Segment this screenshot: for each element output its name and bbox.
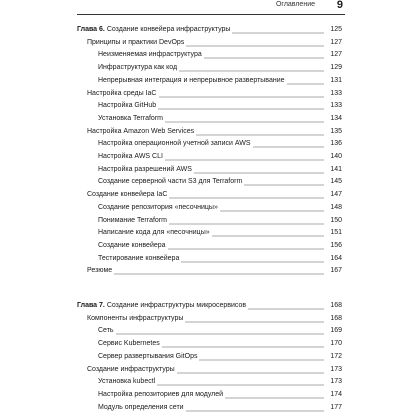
toc-section [0, 127, 420, 137]
entry-page-number: 169 [330, 327, 342, 335]
entry-title: Установка kubectl [98, 378, 156, 386]
toc-subsection [0, 228, 420, 238]
dot-leader [287, 78, 324, 85]
toc-subsection [0, 216, 420, 226]
dot-leader [199, 354, 324, 361]
entry-title: Создание репозитория «песочницы» [98, 203, 218, 211]
dot-leader [179, 65, 324, 72]
page-header [77, 0, 345, 15]
dot-leader [165, 116, 324, 123]
entry-title: Принципы и практики DevOps [87, 38, 185, 46]
chapter-label: Глава 6. [77, 26, 105, 33]
toc-chapter [0, 301, 420, 311]
toc-section [0, 314, 420, 324]
toc-subsection [0, 76, 420, 86]
toc-subsection [0, 352, 420, 362]
entry-page-number: 173 [330, 365, 342, 373]
dot-leader [181, 256, 324, 263]
entry-page-number: 129 [330, 64, 342, 72]
entry-page-number: 131 [330, 76, 342, 84]
entry-title: Настройка разрешений AWS [98, 165, 192, 173]
entry-page-number: 170 [330, 340, 342, 348]
entry-title: Компоненты инфраструктуры [87, 314, 184, 322]
toc-subsection [0, 50, 420, 60]
dot-leader [159, 91, 325, 98]
dot-leader [114, 268, 324, 275]
entry-page-number: 168 [330, 302, 342, 309]
toc-section [0, 38, 420, 48]
toc-subsection [0, 203, 420, 213]
dot-leader [225, 392, 324, 399]
dot-leader [186, 405, 324, 412]
dot-leader [248, 303, 324, 310]
toc-subsection [0, 339, 420, 349]
toc-subsection [0, 165, 420, 175]
dot-leader [158, 103, 324, 110]
entry-page-number: 148 [330, 203, 342, 211]
entry-title: Неизменяемая инфраструктура [98, 51, 202, 59]
entry-title: Настройка операционной учетной записи AWS [98, 140, 251, 148]
dot-leader [212, 230, 324, 237]
entry-title: Создание конвейера IaC [87, 191, 168, 199]
entry-page-number: 177 [330, 403, 342, 411]
entry-page-number: 145 [330, 178, 342, 186]
chapter-heading [77, 301, 246, 311]
toc-chapter [0, 25, 420, 35]
toc-subsection [0, 177, 420, 187]
dot-leader [186, 40, 324, 47]
dot-leader [220, 205, 324, 212]
entry-page-number: 140 [330, 153, 342, 160]
entry-page-number: 150 [330, 216, 342, 224]
dot-leader [204, 52, 324, 59]
entry-title: Настройка среды IaC [87, 89, 157, 97]
dot-leader [162, 341, 324, 348]
dot-leader [165, 154, 324, 161]
entry-page-number: 133 [330, 89, 342, 97]
toc-subsection [0, 101, 420, 111]
entry-title: Создание инфраструктуры [87, 365, 175, 373]
entry-page-number: 151 [330, 229, 342, 237]
entry-page-number: 173 [330, 378, 342, 386]
toc-subsection [0, 152, 420, 162]
dot-leader [116, 328, 324, 335]
chapter-label: Глава 7. [77, 302, 105, 309]
toc-subsection [0, 326, 420, 336]
entry-title: Сервис Kubernetes [98, 340, 160, 348]
entry-page-number: 167 [330, 267, 342, 275]
toc-section [0, 266, 420, 276]
dot-leader [253, 141, 324, 148]
entry-title: Резюме [87, 267, 113, 275]
dot-leader [185, 316, 324, 323]
entry-title: Написание кода для «песочницы» [98, 229, 210, 237]
entry-title: Понимание Terraform [98, 216, 167, 224]
chapter-title: Создание конвейера инфраструктуры [106, 26, 231, 33]
toc-subsection [0, 139, 420, 149]
toc-subsection [0, 254, 420, 264]
toc-subsection [0, 390, 420, 400]
chapter-heading [77, 25, 230, 35]
entry-title: Настройка Amazon Web Services [87, 127, 195, 135]
entry-title: Тестирование конвейера [98, 254, 180, 262]
dot-leader [168, 243, 324, 250]
entry-page-number: 135 [330, 127, 342, 135]
toc-subsection [0, 377, 420, 387]
entry-title: Настройка GitHub [98, 102, 157, 110]
entry-page-number: 164 [330, 254, 342, 262]
entry-page-number: 127 [330, 38, 342, 46]
entry-page-number: 133 [330, 102, 342, 110]
dot-leader [177, 367, 324, 374]
dot-leader [244, 179, 324, 186]
entry-title: Настройка репозиториев для модулей [98, 390, 224, 398]
toc-subsection [0, 241, 420, 251]
entry-page-number: 134 [330, 114, 342, 122]
entry-page-number: 174 [330, 390, 342, 398]
entry-page-number: 141 [330, 165, 342, 173]
entry-page-number: 147 [330, 191, 342, 199]
toc-subsection [0, 114, 420, 124]
entry-title: Создание серверной части S3 для Terraform [98, 178, 243, 186]
dot-leader [169, 218, 324, 225]
chapter-title: Создание инфраструктуры микросервисов [106, 302, 247, 309]
entry-title: Инфраструктура как код [98, 64, 178, 72]
entry-title: Настройка AWS CLI [98, 153, 163, 160]
entry-title: Модуль определения сети [98, 403, 184, 411]
toc-section [0, 190, 420, 200]
entry-page-number: 136 [330, 140, 342, 148]
dot-leader [196, 129, 324, 136]
toc-section [0, 89, 420, 99]
entry-title: Непрерывная интеграция и непрерывное развертывание [98, 76, 285, 84]
entry-page-number: 127 [330, 51, 342, 59]
entry-title: Установка Terraform [98, 114, 163, 122]
dot-leader [194, 167, 324, 174]
toc-subsection [0, 403, 420, 413]
page-number: 9 [336, 0, 343, 11]
entry-title: Сервер развертывания GitOps [98, 352, 198, 360]
entry-page-number: 125 [330, 26, 342, 33]
dot-leader [157, 379, 324, 386]
entry-page-number: 172 [330, 352, 342, 360]
toc-section [0, 365, 420, 375]
entry-title: Сеть [98, 327, 114, 335]
entry-title: Создание конвейера [98, 241, 166, 249]
entry-page-number: 168 [330, 314, 342, 322]
toc-subsection [0, 63, 420, 73]
dot-leader [232, 27, 324, 34]
running-title: Оглавление [275, 1, 315, 8]
entry-page-number: 156 [330, 241, 342, 249]
dot-leader [169, 192, 324, 199]
